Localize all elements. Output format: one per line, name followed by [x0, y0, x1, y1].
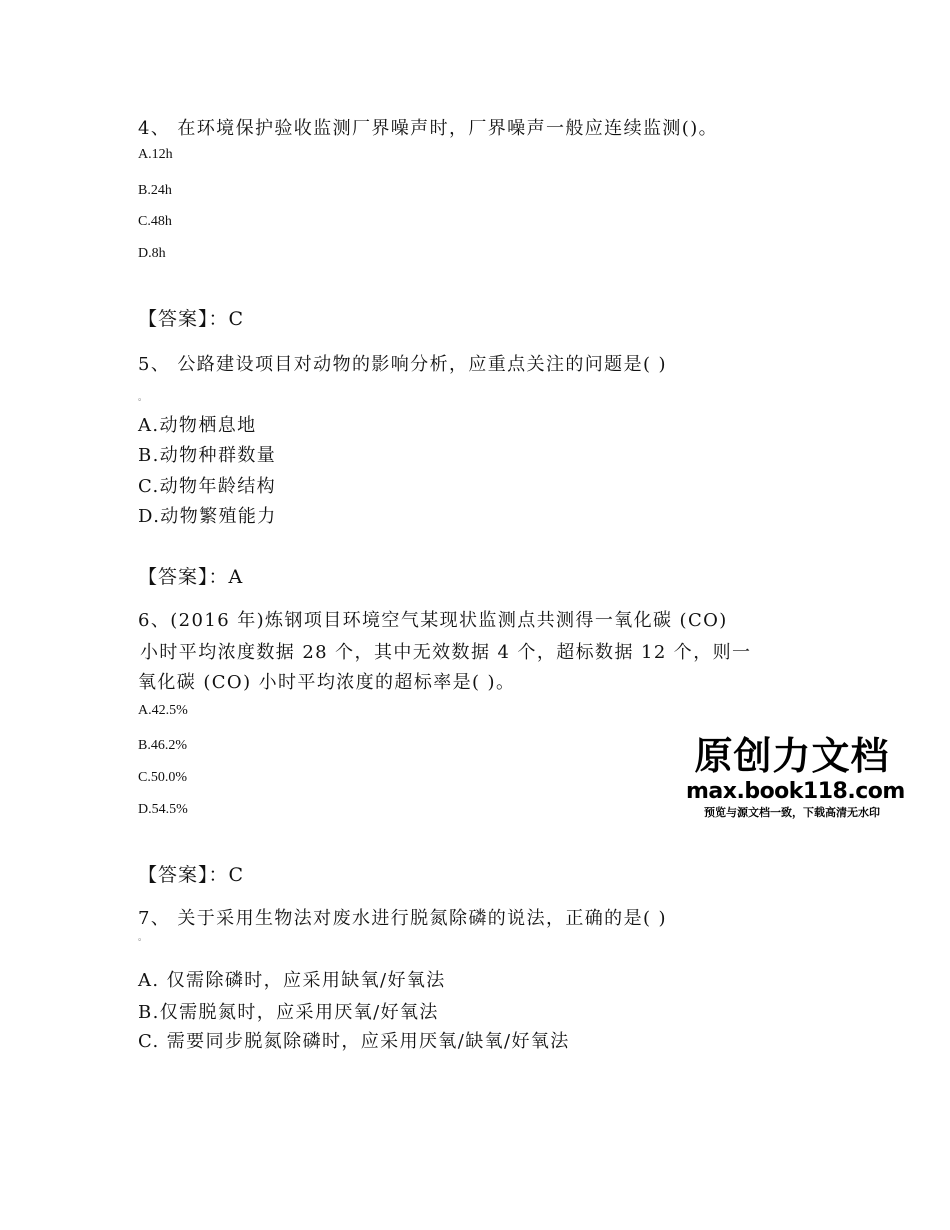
question-6-stem-line-1: 6、(2016 年)炼钢项目环境空气某现状监测点共测得一氧化碳 (CO)	[138, 610, 728, 631]
question-6-answer: 【答案】：C	[138, 864, 245, 886]
question-4-option-c: C.48h	[138, 214, 172, 229]
question-5-stem: 5、 公路建设项目对动物的影响分析，应重点关注的问题是( )	[138, 354, 667, 375]
question-7-option-a: A. 仅需除磷时，应采用缺氧/好氧法	[138, 970, 446, 991]
question-5-option-d: D.动物繁殖能力	[138, 506, 277, 527]
question-5-option-b: B.动物种群数量	[138, 445, 277, 466]
question-4-option-b: B.24h	[138, 183, 172, 198]
question-4-option-d: D.8h	[138, 246, 166, 261]
question-6-option-b: B.46.2%	[138, 738, 187, 753]
question-6-option-d: D.54.5%	[138, 802, 188, 817]
question-6-stem-line-3: 氧化碳 (CO) 小时平均浓度的超标率是( )。	[138, 672, 516, 693]
question-5-option-a: A.动物栖息地	[138, 415, 257, 436]
question-5-answer: 【答案】：A	[138, 566, 244, 588]
watermark-title: 原创力文档	[694, 734, 890, 778]
question-4-answer: 【答案】：C	[138, 308, 245, 330]
question-4-stem: 4、 在环境保护验收监测厂界噪声时，厂界噪声一般应连续监测()。	[138, 118, 719, 139]
watermark-logo	[686, 733, 905, 821]
question-7-trailing-mark: 。	[138, 933, 148, 943]
question-6-option-a: A.42.5%	[138, 703, 188, 718]
watermark-subtitle: 预览与源文档一致，下载高清无水印	[704, 806, 880, 819]
question-6-stem-line-2: 小时平均浓度数据 28 个，其中无效数据 4 个，超标数据 12 个，则一	[140, 642, 752, 663]
question-6-option-c: C.50.0%	[138, 770, 187, 785]
question-5-option-c: C.动物年龄结构	[138, 476, 277, 497]
question-5-trailing-mark: 。	[138, 393, 148, 403]
question-7-option-c: C. 需要同步脱氮除磷时，应采用厌氧/缺氧/好氧法	[138, 1031, 570, 1052]
question-4-option-a: A.12h	[138, 147, 173, 162]
question-7-stem: 7、 关于采用生物法对废水进行脱氮除磷的说法，正确的是( )	[138, 908, 667, 929]
watermark-url: max.book118.com	[686, 779, 905, 804]
question-7-option-b: B.仅需脱氮时，应采用厌氧/好氧法	[138, 1002, 439, 1023]
